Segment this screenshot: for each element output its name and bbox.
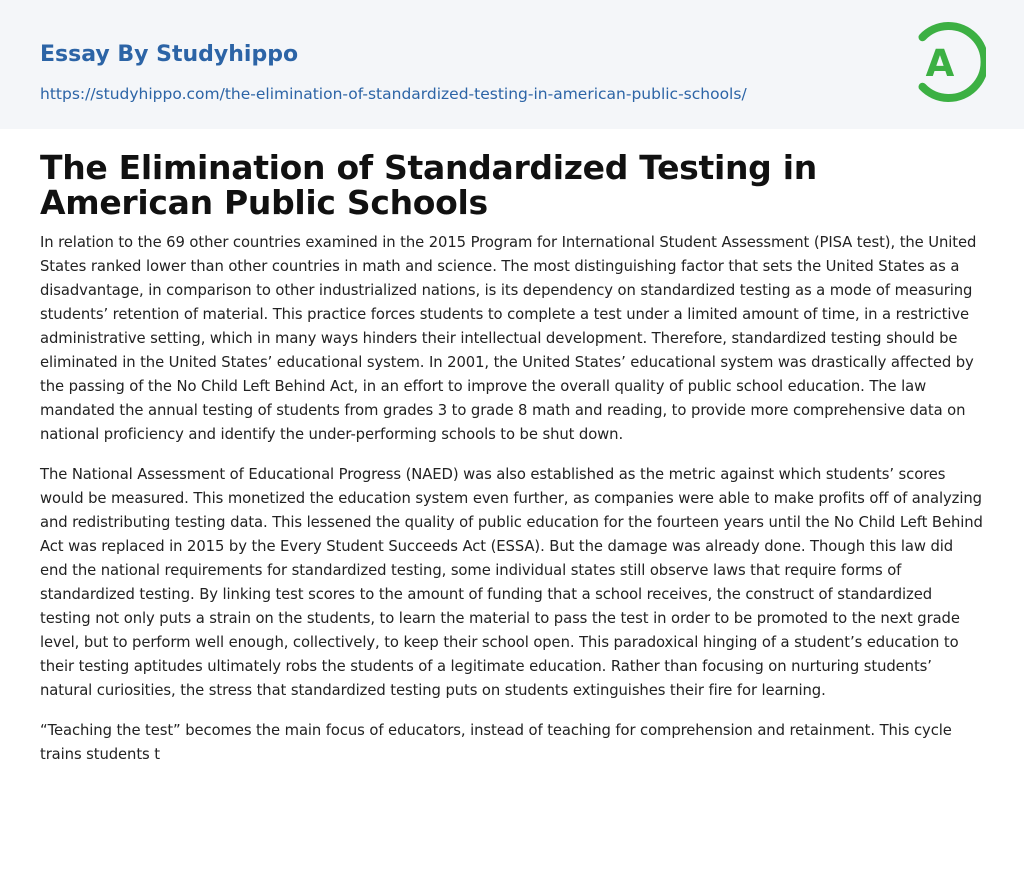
essay-paragraph-3: “Teaching the test” becomes the main focus of educators, instead of teaching for comprehension and retainment. This cycle trains students t: [40, 722, 952, 763]
essay-content: [40, 150, 984, 767]
essay-url-link[interactable]: https://studyhippo.com/the-elimination-of-standardized-testing-in-american-public-schools/: [40, 85, 747, 103]
essay-paragraph-1: In relation to the 69 other countries examined in the 2015 Program for International Student Assessment (PISA test), the United States ranked lower than other countries in math and science. The most distinguishing factor that sets the United States as a disadvantage, in comparison to other industrialized nations, is its dependency on standardized testing as a mode of measuring students’ retention of material. This practice forces students to complete a test under a limited amount of time, in a restrictive administrative setting, which in many ways hinders their intellectual development. Therefore, standardized testing should be eliminated in the United States’ educational system. In 2001, the United States’ educational system was drastically affected by the passing of the No Child Left Behind Act, in an effort to improve the overall quality of public school education. The law mandated the annual testing of students from grades 3 to grade 8 math and reading, to provide more comprehensive data on national proficiency and identify the under-performing schools to be shut down.: [40, 234, 977, 443]
studyhippo-logo-icon[interactable]: [912, 19, 986, 105]
essay-paragraph-2: The National Assessment of Educational Progress (NAED) was also established as the metric against which students’ scores would be measured. This monetized the education system even further, as companies were able to make profits off of analyzing and redistributing testing data. This lessened the quality of public education for the fourteen years until the No Child Left Behind Act was replaced in 2015 by the Every Student Succeeds Act (ESSA). But the damage was already done. Though this law did end the national requirements for standardized testing, some individual states still observe laws that require forms of standardized testing. By linking test scores to the amount of funding that a school receives, the construct of standardized testing not only puts a strain on the students, to learn the material to pass the test in order to be promoted to the next grade level, but to perform well enough, collectively, to keep their school open. This paradoxical hinging of a student’s education to their testing aptitudes ultimately robs the students of a legitimate education. Rather than focusing on nurturing students’ natural curiosities, the stress that standardized testing puts on students extinguishes their fire for learning.: [40, 466, 983, 699]
essay-title: The Elimination of Standardized Testing in American Public Schools: [40, 148, 817, 222]
site-header: [0, 0, 1024, 129]
brand-name[interactable]: Essay By Studyhippo: [40, 42, 299, 67]
logo-letter: A: [925, 42, 955, 85]
